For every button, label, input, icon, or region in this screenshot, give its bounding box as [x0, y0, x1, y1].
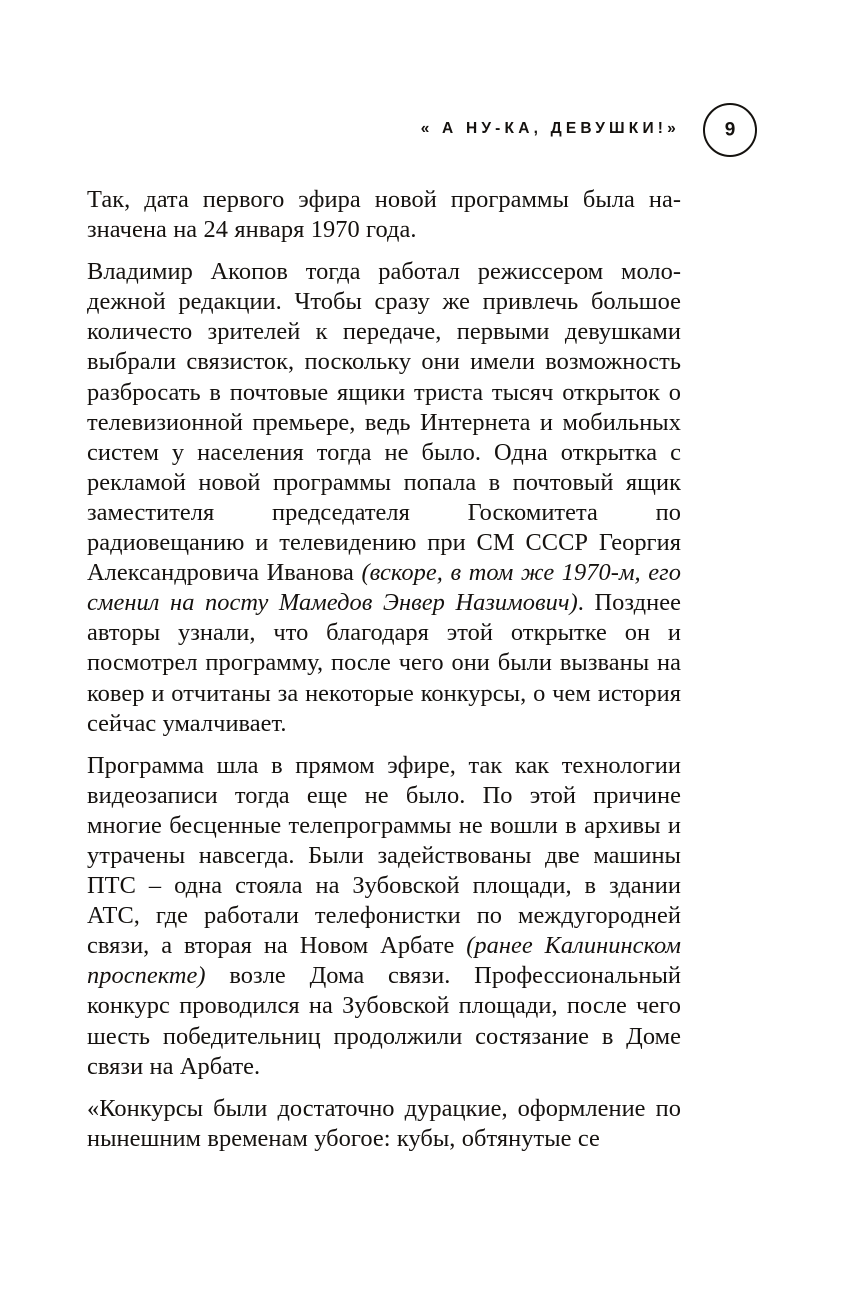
italic-run: (вскоре, в том же 1970-м, его сменил на посту Мамедов Энвер Назимович) — [87, 559, 681, 617]
text-run: «Конкурсы были достаточно дурацкие, оформление по нынешним временам убогое: кубы, обтянутые се — [87, 1094, 681, 1152]
paragraph — [87, 1094, 681, 1154]
paragraph — [87, 257, 681, 739]
page-number-badge — [703, 103, 757, 157]
text-run: Владимир Акопов тогда работал режиссером молодежной редакции. Чтобы сразу же привлечь большое количесто зрителей к передаче, первыми девушками выбрали связисток, поскольку они имели возможность разбросать в почтовые ящики триста тысяч открыток о телевизионной премьере, ведь Интернета и мобильных систем у населения тогда не было. Одна открытка с рекламой новой программы попала в почтовый ящик заместителя председателя Госкомитета по радиовещанию и телевидению при СМ СССР Георгия Александровича Иванова — [87, 258, 681, 587]
page-number: 9 — [724, 119, 736, 140]
paragraph — [87, 751, 681, 1082]
running-head-title: « А НУ-КА, ДЕВУШКИ!» — [420, 120, 680, 137]
text-run: . Позднее авторы узнали, что благодаря этой открытке он и посмотрел программу, после чего они были вызваны на ковер и отчитаны за некоторые конкурсы, о чем история сейчас умалчивает. — [87, 589, 681, 737]
italic-run: (ранее Калининском проспекте) — [87, 932, 681, 990]
paragraph — [87, 185, 681, 245]
running-head — [87, 112, 680, 146]
text-run: Программа шла в прямом эфире, так как технологии видеозаписи тогда еще не было. По этой причине многие бесценные телепрограммы не вошли в архивы и утрачены навсегда. Были задействованы две машины ПТС – одна стояла на Зубовской площади, в здании АТС, где работали телефонистки по междугородней связи, а вторая на Новом Арбате — [87, 751, 681, 960]
body-text-column — [87, 185, 681, 1154]
text-run: возле Дома связи. Профессиональный конкурс проводился на Зубовской площади, после чего шесть победительниц продолжили состязание в Доме связи на Арбате. — [87, 962, 681, 1080]
text-run: Так, дата первого эфира новой программы была назначена на 24 января 1970 года. — [87, 186, 681, 244]
